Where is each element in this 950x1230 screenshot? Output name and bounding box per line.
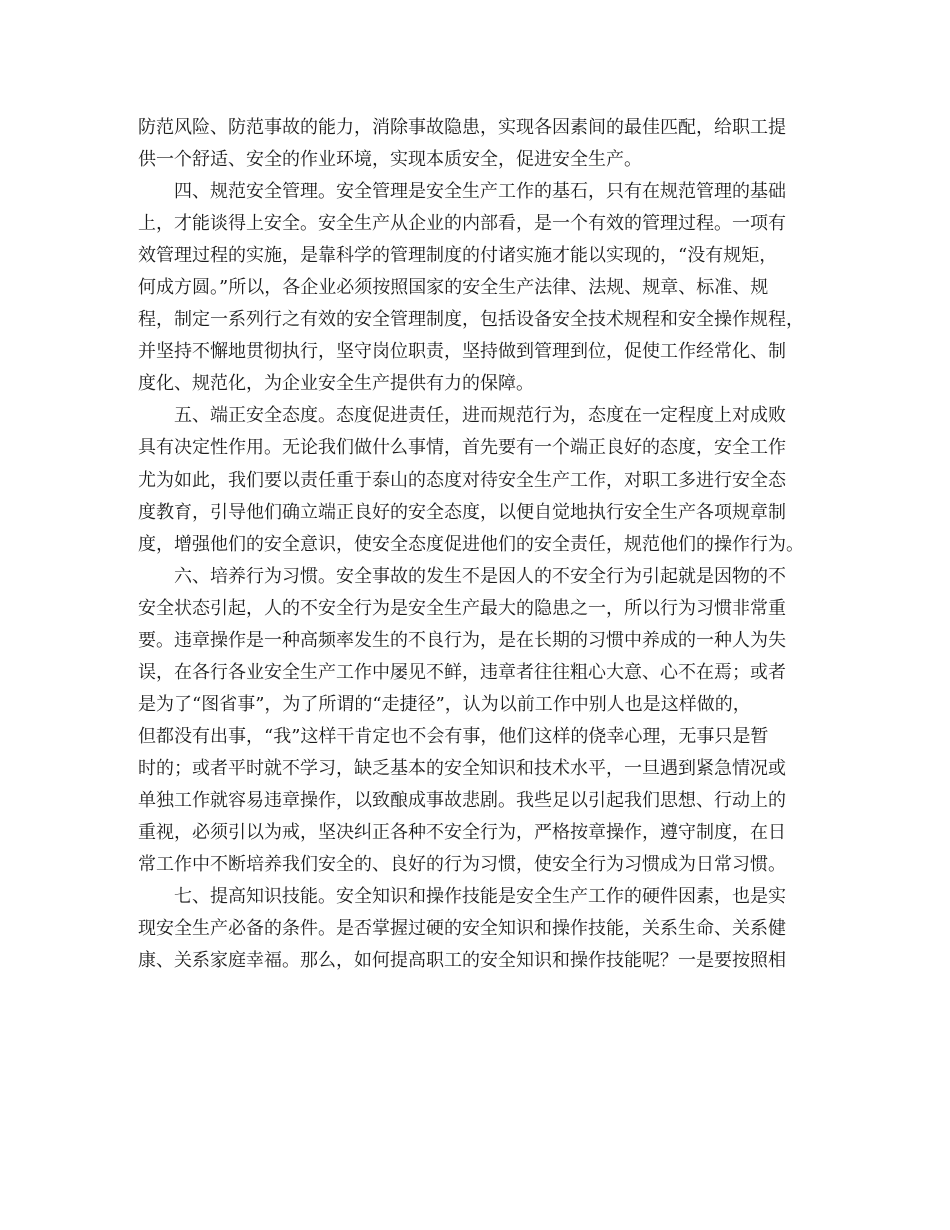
text-line: 康、关系家庭幸福。那么，如何提高职工的安全知识和操作技能呢？一是要按照相	[138, 950, 786, 972]
text-line: 重视，必须引以为戒，坚决纠正各种不安全行为，严格按章操作，遵守制度，在日	[138, 822, 786, 844]
text-line: 常工作中不断培养我们安全的、良好的行为习惯，使安全行为习惯成为日常习惯。	[138, 854, 786, 876]
text-line: 现安全生产必备的条件。是否掌握过硬的安全知识和操作技能，关系生命、关系健	[138, 918, 786, 940]
text-line: 程，制定一系列行之有效的安全管理制度，包括设备安全技术规程和安全操作规程，	[138, 309, 804, 331]
paragraph-start-line: 六、培养行为习惯。安全事故的发生不是因人的不安全行为引起就是因物的不	[174, 565, 786, 587]
paragraph-start-line: 七、提高知识技能。安全知识和操作技能是安全生产工作的硬件因素，也是实	[174, 886, 786, 908]
text-line: 尤为如此，我们要以责任重于泰山的态度对待安全生产工作，对职工多进行安全态	[138, 469, 786, 491]
text-line: 何成方圆。”所以，各企业必须按照国家的安全生产法律、法规、规章、标准、规	[138, 277, 769, 299]
document-body	[138, 112, 828, 977]
text-line: 供一个舒适、安全的作业环境，实现本质安全，促进安全生产。	[138, 149, 642, 171]
text-line: 安全状态引起，人的不安全行为是安全生产最大的隐患之一，所以行为习惯非常重	[138, 597, 786, 619]
text-line: 要。违章操作是一种高频率发生的不良行为，是在长期的习惯中养成的一种人为失	[138, 629, 786, 651]
text-line: 具有决定性作用。无论我们做什么事情，首先要有一个端正良好的态度，安全工作	[138, 437, 786, 459]
paragraph-start-line: 四、规范安全管理。安全管理是安全生产工作的基石，只有在规范管理的基础	[174, 181, 786, 203]
text-line: 但都没有出事，“我”这样干肯定也不会有事，他们这样的侥幸心理，无事只是暂	[138, 725, 769, 747]
text-line: 误，在各行各业安全生产工作中屡见不鲜，违章者往往粗心大意、心不在焉；或者	[138, 661, 786, 683]
text-line: 度，增强他们的安全意识，使安全态度促进他们的安全责任，规范他们的操作行为。	[138, 533, 804, 555]
text-line: 度化、规范化，为企业安全生产提供有力的保障。	[138, 373, 534, 395]
text-line: 效管理过程的实施，是靠科学的管理制度的付诸实施才能以实现的，“没有规矩，	[138, 245, 778, 267]
paragraph-start-line: 五、端正安全态度。态度促进责任，进而规范行为，态度在一定程度上对成败	[174, 405, 786, 427]
text-line: 时的；或者平时就不学习，缺乏基本的安全知识和技术水平，一旦遇到紧急情况或	[138, 757, 786, 779]
text-line: 防范风险、防范事故的能力，消除事故隐患，实现各因素间的最佳匹配，给职工提	[138, 117, 786, 138]
text-line: 上，才能谈得上安全。安全生产从企业的内部看，是一个有效的管理过程。一项有	[138, 213, 786, 235]
text-line: 并坚持不懈地贯彻执行，坚守岗位职责，坚持做到管理到位，促使工作经常化、制	[138, 341, 786, 363]
text-line: 是为了“图省事”，为了所谓的“走捷径”，认为以前工作中别人也是这样做的，	[138, 693, 751, 715]
text-line: 单独工作就容易违章操作，以致酿成事故悲剧。我些足以引起我们思想、行动上的	[138, 789, 786, 811]
text-line: 度教育，引导他们确立端正良好的安全态度，以便自觉地执行安全生产各项规章制	[138, 501, 786, 523]
